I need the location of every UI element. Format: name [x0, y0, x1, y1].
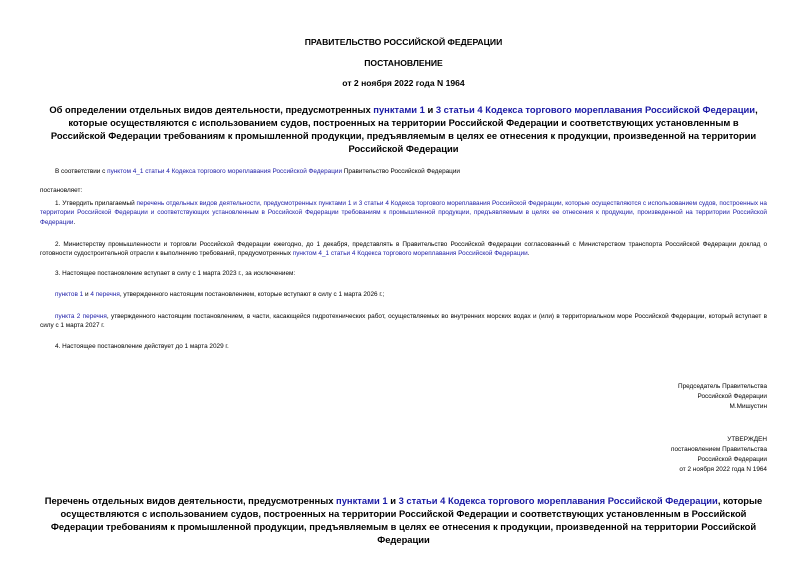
- list-title-link-article3[interactable]: 3 статьи 4 Кодекса торгового мореплавания Российской Федерации: [398, 495, 718, 506]
- paragraph-text: .: [527, 250, 530, 258]
- approval-block: [671, 435, 767, 475]
- list-link[interactable]: перечень отдельных видов деятельности, предусмотренных пунктами 1 и 3 статьи 4 Кодекса торгового мореплавания Российской Федерации, которые осуществляются с использованием судов, построенных на территории Российской Федерации и соответствующих установленным в Российской Федерации требованиям к промышленной продукции, предъявляемым в целях ее отнесения к продукции, произведенной на территории Российской Федерации: [40, 200, 767, 226]
- paragraph-3a: [55, 290, 767, 299]
- signature-country: Российской Федерации: [697, 393, 767, 400]
- decides-text: постановляет:: [40, 187, 83, 194]
- paragraph-3b: [40, 312, 767, 331]
- paragraph-1: [40, 199, 767, 227]
- approval-heading: УТВЕРЖДЕН: [727, 436, 767, 443]
- signature-name: М.Мишустин: [729, 403, 767, 410]
- list-title: [40, 494, 767, 546]
- item-4-link[interactable]: 4 перечня: [90, 291, 120, 298]
- title-link-article3[interactable]: 3 статьи 4 Кодекса торгового мореплавания Российской Федерации: [435, 104, 756, 115]
- preamble-text: В соответствии с: [55, 168, 108, 175]
- paragraph-text: .: [73, 218, 76, 226]
- preamble-link[interactable]: пунктом 4_1 статьи 4 Кодекса торгового мореплавания Российской Федерации: [107, 168, 343, 175]
- approval-by: постановлением Правительства: [671, 446, 767, 453]
- document-title: [40, 103, 767, 155]
- government-heading: ПРАВИТЕЛЬСТВО РОССИЙСКОЙ ФЕДЕРАЦИИ: [304, 37, 503, 47]
- title-text: Об определении отдельных видов деятельности, предусмотренных: [49, 104, 374, 115]
- approval-date: от 2 ноября 2022 года N 1964: [679, 466, 767, 473]
- title-text: , которые осуществляются с использованием судов, построенных на территории Российской Федерации и соответствующих установленным в Российской Федерации требованиям к промышленной продукции, предъявляемым в целях ее отнесения к продукции, произведенной на территории Российской Федерации: [50, 104, 758, 154]
- title-text: и: [424, 104, 436, 115]
- doc-type-heading: ПОСТАНОВЛЕНИЕ: [364, 58, 443, 68]
- item-2-link[interactable]: пункта 2 перечня: [55, 313, 107, 320]
- list-title-text: Перечень отдельных видов деятельности, предусмотренных: [44, 495, 337, 506]
- paragraph-text: 1. Утвердить прилагаемый: [55, 200, 137, 207]
- article-link[interactable]: пунктом 4_1 статьи 4 Кодекса торгового мореплавания Российской Федерации: [292, 250, 528, 258]
- paragraph-text: 2. Министерству промышленности и торговли Российской Федерации ежегодно, до 1 декабря, представлять в Правительство Российской Федерации согласованный с Министерством транспорта Российской Федерации доклад о готовности судостроительной отрасли к выполнению требований, предусмотренных: [40, 241, 767, 258]
- paragraph-text: и: [83, 291, 91, 298]
- paragraph-2: [40, 240, 767, 259]
- date-number: от 2 ноября 2022 года N 1964: [342, 78, 465, 88]
- preamble-text: Правительство Российской Федерации: [342, 168, 460, 175]
- paragraph-3: 3. Настоящее постановление вступает в силу с 1 марта 2023 г., за исключением:: [55, 270, 296, 277]
- signature-block: [678, 382, 767, 412]
- list-title-text: , которые осуществляются с использованием судов, построенных на территории Российской Федерации и соответствующих установленным в Российской Федерации требованиям к промышленной продукции, предъявляемым в целях ее отнесения к продукции, произведенной на территории Российской Федерации: [50, 495, 763, 545]
- approval-country: Российской Федерации: [697, 456, 767, 463]
- list-title-link-article1[interactable]: пунктами 1: [336, 495, 388, 506]
- title-link-article1[interactable]: пунктами 1: [373, 104, 425, 115]
- paragraph-text: , утвержденного настоящим постановлением, которые вступают в силу с 1 марта 2026 г.;: [119, 291, 385, 298]
- preamble: [55, 167, 767, 176]
- signature-position: Председатель Правительства: [678, 383, 767, 390]
- paragraph-text: , утвержденного настоящим постановлением, в части, касающейся гидротехнических работ, осуществляемых во внутренних морских водах и (или) в территориальном море Российской Федерации, который вступает в силу с 1 марта 2027 г.: [40, 313, 767, 330]
- paragraph-4: 4. Настоящее постановление действует до 1 марта 2029 г.: [55, 343, 229, 350]
- items-1-link[interactable]: пунктов 1: [55, 291, 84, 298]
- list-title-text: и: [387, 495, 399, 506]
